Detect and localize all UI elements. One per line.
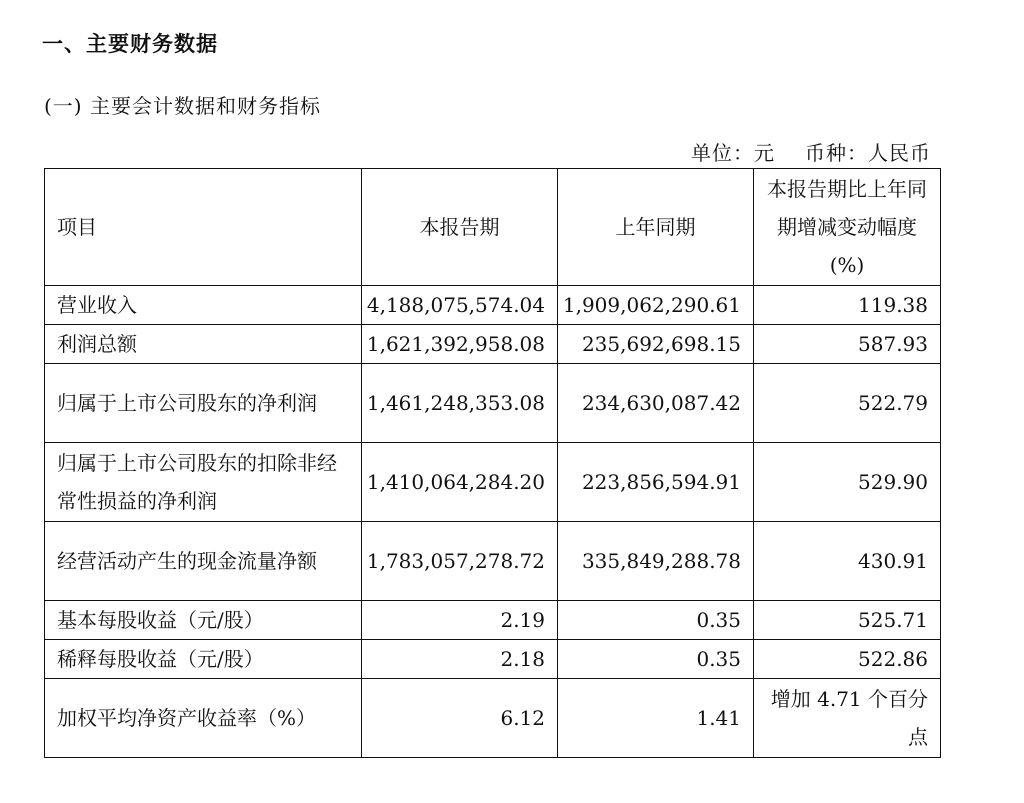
table-row <box>45 601 941 640</box>
table-row <box>45 640 941 679</box>
row-previous: 0.35 <box>558 640 754 679</box>
unit-label: 单位：元 <box>691 141 775 165</box>
row-previous: 1.41 <box>558 679 754 758</box>
header-current-period: 本报告期 <box>362 169 558 286</box>
unit-currency-line <box>691 137 931 166</box>
row-current: 1,410,064,284.20 <box>362 443 558 522</box>
subsection-title: (一) 主要会计数据和财务指标 <box>44 94 321 118</box>
row-item: 营业收入 <box>45 286 362 325</box>
row-current: 2.18 <box>362 640 558 679</box>
currency-label: 币种：人民币 <box>805 141 931 165</box>
row-item: 稀释每股收益（元/股） <box>45 640 362 679</box>
row-item: 基本每股收益（元/股） <box>45 601 362 640</box>
row-current: 1,783,057,278.72 <box>362 522 558 601</box>
row-previous: 335,849,288.78 <box>558 522 754 601</box>
row-current: 2.19 <box>362 601 558 640</box>
row-previous: 0.35 <box>558 601 754 640</box>
row-change: 587.93 <box>754 325 941 364</box>
row-change: 增加 4.71 个百分点 <box>754 679 941 758</box>
row-item: 加权平均净资产收益率（%） <box>45 679 362 758</box>
row-change: 522.79 <box>754 364 941 443</box>
row-previous: 1,909,062,290.61 <box>558 286 754 325</box>
header-item: 项目 <box>45 169 362 286</box>
row-previous: 234,630,087.42 <box>558 364 754 443</box>
row-previous: 235,692,698.15 <box>558 325 754 364</box>
table-row <box>45 443 941 522</box>
table-row <box>45 286 941 325</box>
row-current: 1,621,392,958.08 <box>362 325 558 364</box>
table-header-row <box>45 169 941 286</box>
financial-data-table <box>44 168 941 758</box>
row-change: 522.86 <box>754 640 941 679</box>
section-title: 一、主要财务数据 <box>42 32 218 56</box>
row-change: 119.38 <box>754 286 941 325</box>
header-change-rate: 本报告期比上年同期增减变动幅度(%) <box>754 169 941 286</box>
table-row <box>45 325 941 364</box>
table-row <box>45 522 941 601</box>
row-change: 529.90 <box>754 443 941 522</box>
row-item: 经营活动产生的现金流量净额 <box>45 522 362 601</box>
row-previous: 223,856,594.91 <box>558 443 754 522</box>
row-item: 利润总额 <box>45 325 362 364</box>
header-previous-period: 上年同期 <box>558 169 754 286</box>
row-current: 4,188,075,574.04 <box>362 286 558 325</box>
table-row <box>45 364 941 443</box>
table-row <box>45 679 941 758</box>
row-item: 归属于上市公司股东的净利润 <box>45 364 362 443</box>
row-current: 6.12 <box>362 679 558 758</box>
row-change: 525.71 <box>754 601 941 640</box>
row-item: 归属于上市公司股东的扣除非经常性损益的净利润 <box>45 443 362 522</box>
row-change: 430.91 <box>754 522 941 601</box>
row-current: 1,461,248,353.08 <box>362 364 558 443</box>
